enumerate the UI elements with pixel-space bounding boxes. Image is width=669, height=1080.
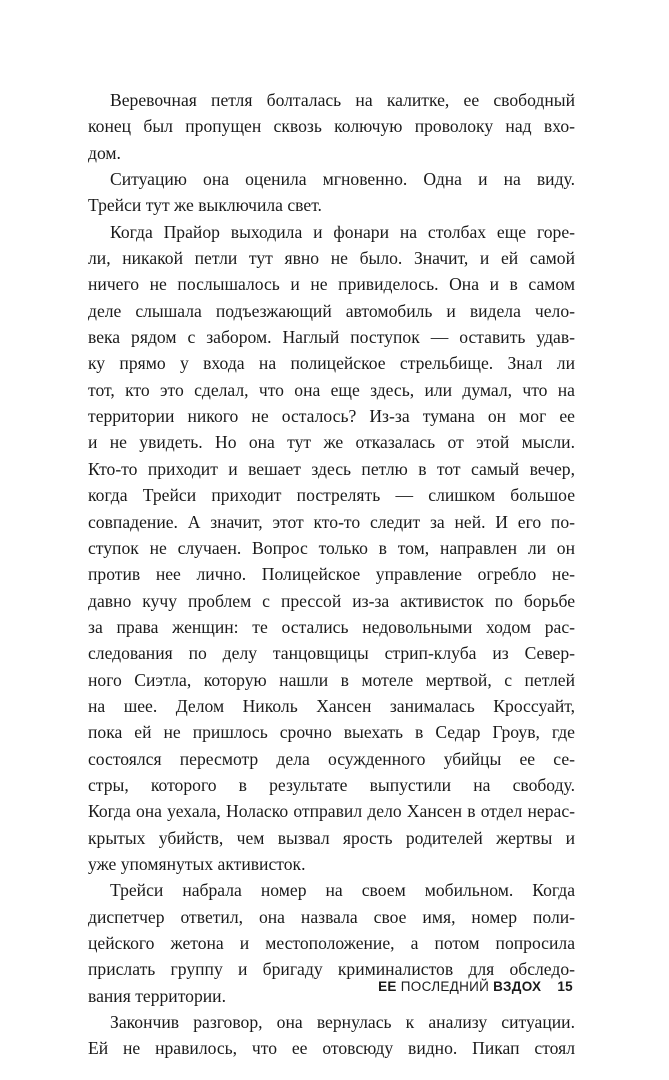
text-line: стры, которого в результате выпустили на свободу.: [88, 774, 575, 795]
text-line: деле слышала подъезжающий автомобиль и видела чело-: [88, 300, 575, 321]
text-line: Когда Прайор выходила и фонари на столбах еще горе-: [110, 221, 575, 242]
text-line: конец был пропущен сквозь колючую проволоку над вхо-: [88, 116, 575, 137]
text-line: ничего не послышалось и не привиделось. Она и в самом: [88, 274, 575, 295]
text-line: Ситуацию она оценила мгновенно. Одна и на виду.: [110, 169, 575, 190]
text-line: тот, кто это сделал, что она еще здесь, или думал, что на: [88, 379, 575, 400]
text-line: Закончив разговор, она вернулась к анализу ситуации.: [110, 1012, 575, 1033]
text-line: территории никого не осталось? Из-за тумана он мог ее: [88, 406, 575, 427]
text-line: ку прямо у входа на полицейское стрельбище. Знал ли: [88, 353, 575, 374]
text-line: следования по делу танцовщицы стрип-клуба из Север-: [88, 643, 575, 664]
text-line: и не увидеть. Но она тут же отказалась от этой мысли.: [88, 432, 575, 453]
running-footer: [378, 979, 573, 994]
text-line: когда Трейси приходит пострелять — слишком большое: [88, 485, 575, 506]
text-line: Когда она уехала, Ноласко отправил дело Хансен в отдел нерас-: [88, 801, 575, 822]
text-line: цейского жетона и местоположение, а потом попросила: [88, 933, 575, 953]
text-line: вания территории.: [88, 985, 226, 1006]
footer-title-word-3: ВЗДОХ: [493, 979, 542, 994]
text-line: Веревочная петля болталась на калитке, ее свободный: [110, 90, 575, 110]
text-line: крытых убийств, чем вызвал ярость родителей жертвы и: [88, 827, 575, 848]
text-line: на шее. Делом Николь Хансен занималась Кроссуайт,: [88, 695, 575, 716]
text-line: давно кучу проблем с прессой из-за активисток по борьбе: [88, 590, 575, 611]
text-line: дом.: [88, 142, 121, 163]
text-line: Кто-то приходит и вешает здесь петлю в тот самый вечер,: [88, 458, 575, 479]
text-line: против нее лично. Полицейское управление огребло не-: [88, 564, 575, 585]
footer-title-word-2: ПОСЛЕДНИЙ: [400, 979, 490, 994]
body-text: [88, 87, 575, 1062]
paragraph: [88, 87, 575, 166]
text-line: ступок не случаен. Вопрос только в том, направлен ли он: [88, 537, 575, 558]
text-line: века рядом с забором. Наглый поступок — оставить удав-: [88, 327, 575, 348]
text-line: ного Сиэтла, которую нашли в мотеле мертвой, с петлей: [88, 669, 575, 690]
text-line: уже упомянутых активисток.: [88, 853, 306, 874]
footer-title-word-1: ЕЕ: [378, 979, 397, 994]
text-line: за права женщин: те остались недовольными ходом рас-: [88, 616, 575, 637]
text-line: прислать группу и бригаду криминалистов для обследо-: [88, 959, 575, 980]
text-line: пока ей не пришлось срочно выехать в Седар Гроув, где: [88, 722, 575, 743]
text-line: Трейси тут же выключила свет.: [88, 195, 322, 216]
text-line: состоялся пересмотр дела осужденного убийцы ее се-: [88, 748, 575, 769]
text-line: ли, никакой петли тут явно не было. Значит, и ей самой: [88, 248, 575, 269]
paragraph: [88, 166, 575, 219]
text-line: совпадение. А значит, этот кто-то следит за ней. И его по-: [88, 511, 575, 532]
page-number: 15: [557, 979, 573, 994]
paragraph: [88, 1009, 575, 1062]
text-line: диспетчер ответил, она назвала свое имя, номер поли-: [88, 906, 575, 927]
paragraph: [88, 219, 575, 878]
text-line: Ей не нравилось, что ее отовсюду видно. Пикап стоял: [88, 1038, 575, 1059]
text-line: Трейси набрала номер на своем мобильном. Когда: [110, 880, 575, 901]
